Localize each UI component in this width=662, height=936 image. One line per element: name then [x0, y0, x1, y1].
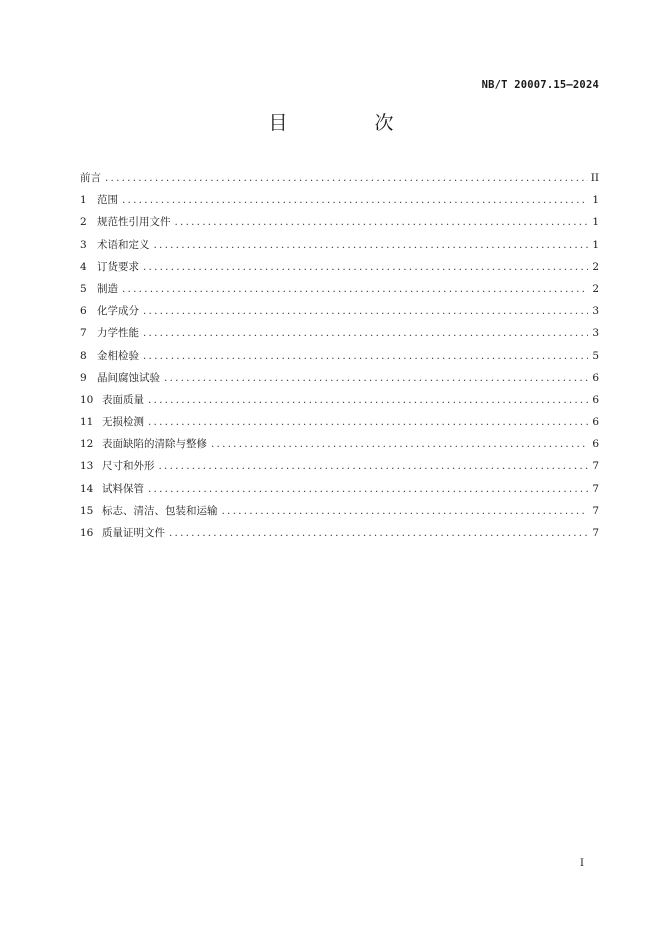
toc-leader-dots: [143, 326, 588, 340]
toc-entry-number: 3: [80, 238, 87, 251]
toc-leader-dots: [105, 171, 588, 185]
toc-entry-title: 表面缺陷的清除与整修: [102, 438, 207, 451]
toc-entry-title: 订货要求: [97, 260, 139, 273]
toc-entry[interactable]: [80, 304, 599, 326]
toc-leader-dots: [175, 215, 589, 229]
toc-leader-dots: [122, 193, 588, 207]
toc-entry-page: 7: [592, 460, 599, 473]
toc-entry-title: 规范性引用文件: [97, 216, 171, 229]
toc-leader-dots: [148, 482, 588, 496]
toc-entry[interactable]: [80, 326, 599, 348]
toc-entry[interactable]: [80, 504, 599, 526]
toc-leader-dots: [222, 504, 589, 518]
toc-entry-number: 7: [80, 327, 87, 340]
toc-entry[interactable]: [80, 371, 599, 393]
toc-entry-title: 尺寸和外形: [102, 460, 155, 473]
toc-entry-page: 3: [592, 327, 599, 340]
toc-leader-dots: [148, 415, 588, 429]
toc-entry-title: 制造: [97, 282, 118, 295]
toc-entry-number: 9: [80, 371, 87, 384]
toc-leader-dots: [148, 393, 588, 407]
toc-leader-dots: [211, 437, 588, 451]
toc-entry-number: 1: [80, 194, 87, 207]
toc-entry-page: 2: [592, 282, 599, 295]
toc-entry-number: 12: [80, 438, 94, 451]
toc-leader-dots: [164, 371, 588, 385]
toc-leader-dots: [122, 282, 588, 296]
toc-entry-title: 金相检验: [97, 349, 139, 362]
toc-entry[interactable]: [80, 238, 599, 260]
toc-entry[interactable]: [80, 349, 599, 371]
toc-entry[interactable]: [80, 437, 599, 459]
toc-entry-title: 化学成分: [97, 305, 139, 318]
toc-entry-title: 范围: [97, 194, 118, 207]
toc-entry[interactable]: [80, 193, 599, 215]
toc-entry-number: 4: [80, 260, 87, 273]
toc-entry-title: 前言: [80, 172, 101, 184]
toc-leader-dots: [159, 459, 589, 473]
toc-entry[interactable]: [80, 415, 599, 437]
toc-entry-title: 力学性能: [97, 327, 139, 340]
toc-leader-dots: [154, 238, 589, 252]
standard-code: NB/T 20007.15—2024: [481, 79, 599, 91]
toc-entry-page: 6: [592, 438, 599, 451]
toc-entry-page: 7: [592, 482, 599, 495]
toc-entry[interactable]: [80, 526, 599, 548]
toc-entry-page: 7: [592, 527, 599, 539]
toc-entry-title: 质量证明文件: [102, 527, 165, 539]
toc-entry-number: 15: [80, 504, 94, 517]
toc-entry[interactable]: [80, 282, 599, 304]
toc-entry-page: 6: [592, 416, 599, 429]
toc-entry-page: 3: [592, 305, 599, 318]
toc-entry[interactable]: [80, 260, 599, 282]
toc-entry[interactable]: [80, 393, 599, 415]
toc-entry-page: 6: [592, 393, 599, 406]
toc-entry-number: 5: [80, 282, 87, 295]
toc-entry-page: 2: [592, 260, 599, 273]
toc-entry-number: 16: [80, 527, 94, 539]
toc-entry-number: 6: [80, 305, 87, 318]
toc-entry-page: II: [590, 172, 599, 184]
toc-entry-number: 8: [80, 349, 87, 362]
toc-entry-title: 术语和定义: [97, 238, 150, 251]
toc-entry[interactable]: [80, 171, 599, 193]
toc-entry-title: 标志、清洁、包装和运输: [102, 504, 218, 517]
toc-entry-number: 14: [80, 482, 94, 495]
toc-entry-title: 无损检测: [102, 416, 144, 429]
toc-entry[interactable]: [80, 215, 599, 237]
toc-entry[interactable]: [80, 459, 599, 481]
toc-leader-dots: [143, 260, 588, 274]
toc-leader-dots: [143, 304, 588, 318]
page-title: 目 次: [268, 112, 428, 134]
toc-entry[interactable]: [80, 482, 599, 504]
toc-entry-page: 5: [592, 349, 599, 362]
toc-entry-number: 10: [80, 393, 94, 406]
toc-leader-dots: [169, 526, 588, 540]
toc-entry-number: 2: [80, 216, 87, 229]
table-of-contents: [80, 171, 599, 548]
toc-entry-page: 1: [592, 216, 599, 229]
page-number: I: [580, 858, 584, 869]
toc-leader-dots: [143, 349, 588, 363]
toc-entry-page: 1: [592, 238, 599, 251]
toc-entry-title: 试料保管: [102, 482, 144, 495]
toc-entry-number: 13: [80, 460, 94, 473]
toc-entry-title: 晶间腐蚀试验: [97, 371, 160, 384]
toc-entry-title: 表面质量: [102, 393, 144, 406]
toc-entry-page: 7: [592, 504, 599, 517]
toc-entry-number: 11: [80, 416, 94, 429]
toc-entry-page: 6: [592, 371, 599, 384]
toc-entry-page: 1: [592, 194, 599, 207]
